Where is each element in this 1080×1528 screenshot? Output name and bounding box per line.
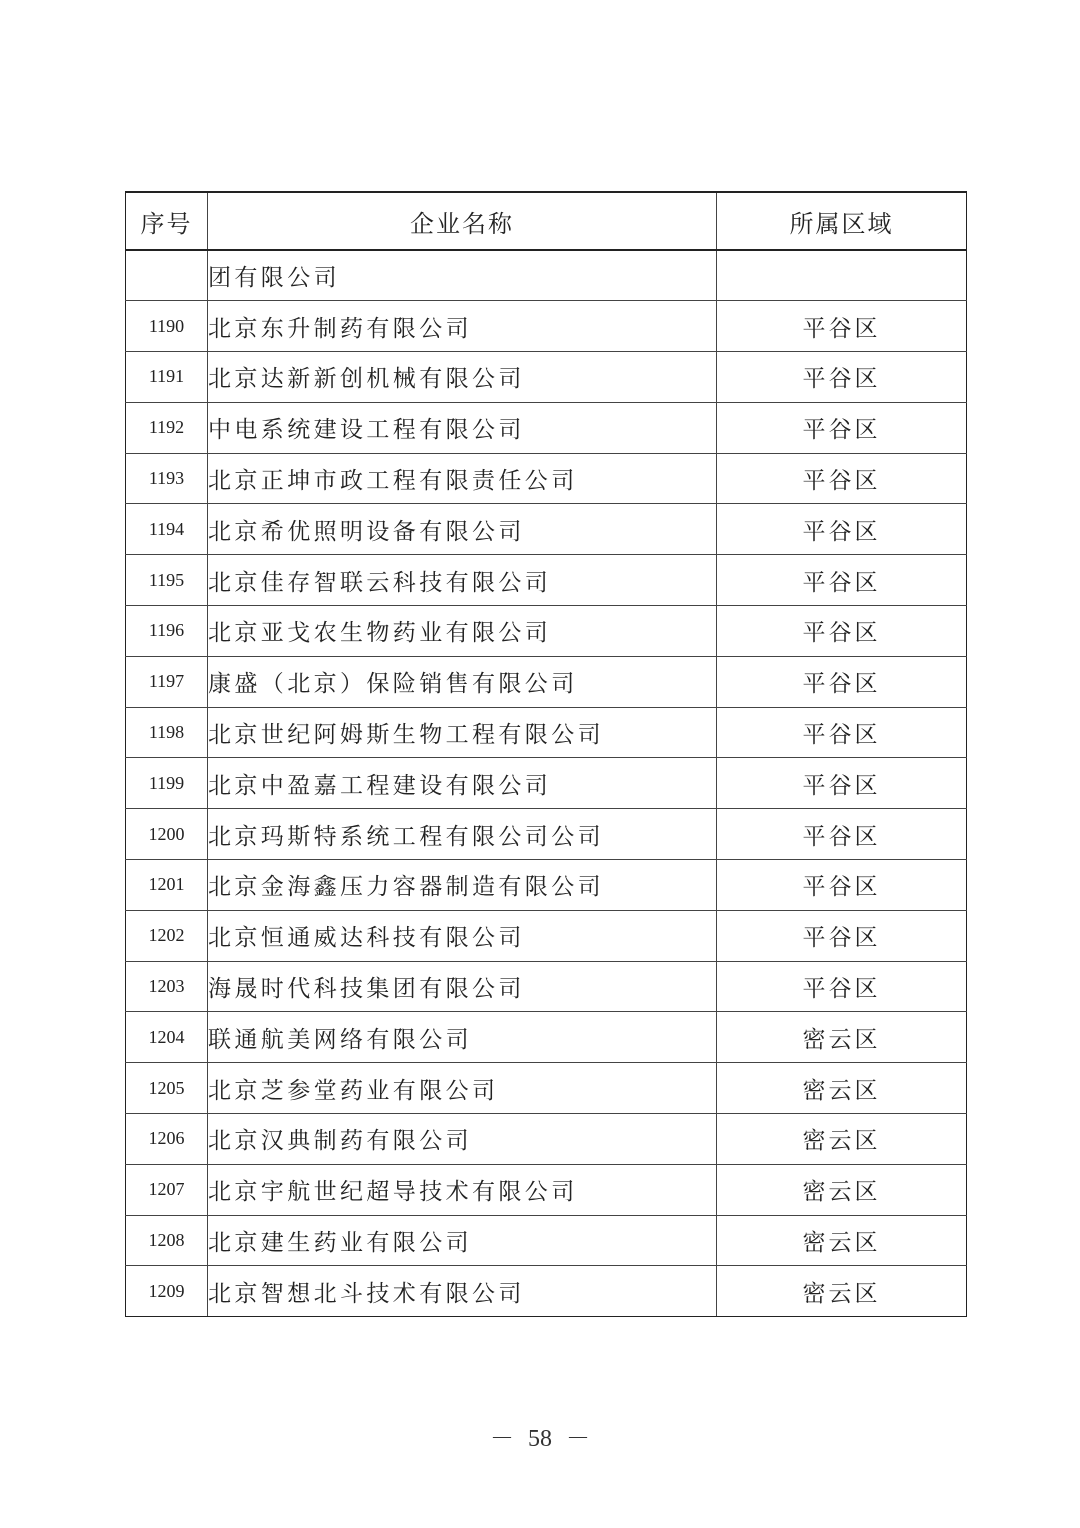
table-row	[126, 758, 967, 809]
row-district: 密云区	[717, 1266, 967, 1317]
page-number: － 58 －	[490, 1426, 590, 1452]
row-index: 1192	[126, 402, 208, 453]
row-company-name: 北京芝参堂药业有限公司	[208, 1063, 717, 1114]
row-company-name: 北京佳存智联云科技有限公司	[208, 555, 717, 606]
row-company-name: 北京正坤市政工程有限责任公司	[208, 453, 717, 504]
row-company-name: 北京亚戈农生物药业有限公司	[208, 606, 717, 657]
row-company-name: 北京汉典制药有限公司	[208, 1114, 717, 1165]
row-company-name: 北京宇航世纪超导技术有限公司	[208, 1164, 717, 1215]
row-company-name: 北京恒通威达科技有限公司	[208, 910, 717, 961]
row-index: 1200	[126, 809, 208, 860]
row-company-name: 北京世纪阿姆斯生物工程有限公司	[208, 707, 717, 758]
table-row	[126, 555, 967, 606]
row-index: 1203	[126, 961, 208, 1012]
row-district: 平谷区	[717, 555, 967, 606]
row-index: 1208	[126, 1215, 208, 1266]
row-district: 平谷区	[717, 961, 967, 1012]
row-index: 1205	[126, 1063, 208, 1114]
table-row	[126, 402, 967, 453]
row-district: 平谷区	[717, 606, 967, 657]
row-company-name: 北京建生药业有限公司	[208, 1215, 717, 1266]
table-row	[126, 1114, 967, 1165]
row-company-name: 中电系统建设工程有限公司	[208, 402, 717, 453]
row-index: 1202	[126, 910, 208, 961]
table-row	[126, 250, 967, 301]
row-district: 平谷区	[717, 707, 967, 758]
table-row	[126, 504, 967, 555]
row-index: 1194	[126, 504, 208, 555]
table-row	[126, 961, 967, 1012]
row-district: 平谷区	[717, 758, 967, 809]
row-company-name: 团有限公司	[208, 250, 717, 301]
table-row	[126, 301, 967, 352]
row-district: 平谷区	[717, 656, 967, 707]
row-district: 平谷区	[717, 453, 967, 504]
row-index: 1195	[126, 555, 208, 606]
table-row	[126, 453, 967, 504]
row-district	[717, 250, 967, 301]
row-company-name: 北京智想北斗技术有限公司	[208, 1266, 717, 1317]
row-district: 平谷区	[717, 301, 967, 352]
row-company-name: 北京达新新创机械有限公司	[208, 352, 717, 403]
row-index	[126, 250, 208, 301]
row-index: 1207	[126, 1164, 208, 1215]
row-index: 1190	[126, 301, 208, 352]
header-company-name: 企业名称	[208, 192, 717, 250]
row-district: 密云区	[717, 1215, 967, 1266]
row-index: 1196	[126, 606, 208, 657]
row-company-name: 北京玛斯特系统工程有限公司公司	[208, 809, 717, 860]
row-district: 平谷区	[717, 402, 967, 453]
row-company-name: 北京中盈嘉工程建设有限公司	[208, 758, 717, 809]
company-table	[125, 191, 967, 1317]
table-row	[126, 352, 967, 403]
table-row	[126, 1215, 967, 1266]
header-index: 序号	[126, 192, 208, 250]
table-row	[126, 707, 967, 758]
row-index: 1209	[126, 1266, 208, 1317]
table-row	[126, 1012, 967, 1063]
row-district: 平谷区	[717, 809, 967, 860]
row-district: 密云区	[717, 1012, 967, 1063]
row-index: 1191	[126, 352, 208, 403]
row-company-name: 北京希优照明设备有限公司	[208, 504, 717, 555]
table-row	[126, 606, 967, 657]
row-district: 平谷区	[717, 352, 967, 403]
row-index: 1198	[126, 707, 208, 758]
row-index: 1197	[126, 656, 208, 707]
row-company-name: 联通航美网络有限公司	[208, 1012, 717, 1063]
table-row	[126, 1266, 967, 1317]
table-row	[126, 1164, 967, 1215]
row-company-name: 北京东升制药有限公司	[208, 301, 717, 352]
table-row	[126, 1063, 967, 1114]
row-index: 1199	[126, 758, 208, 809]
row-district: 密云区	[717, 1114, 967, 1165]
row-index: 1193	[126, 453, 208, 504]
table-row	[126, 860, 967, 911]
row-district: 密云区	[717, 1164, 967, 1215]
row-company-name: 北京金海鑫压力容器制造有限公司	[208, 860, 717, 911]
row-district: 平谷区	[717, 910, 967, 961]
row-index: 1206	[126, 1114, 208, 1165]
row-company-name: 康盛（北京）保险销售有限公司	[208, 656, 717, 707]
row-district: 平谷区	[717, 860, 967, 911]
row-district: 密云区	[717, 1063, 967, 1114]
table-row	[126, 656, 967, 707]
row-index: 1204	[126, 1012, 208, 1063]
table-row	[126, 809, 967, 860]
row-index: 1201	[126, 860, 208, 911]
table-header-row	[126, 192, 967, 250]
table-body	[126, 250, 967, 1317]
row-company-name: 海晟时代科技集团有限公司	[208, 961, 717, 1012]
table-row	[126, 910, 967, 961]
header-district: 所属区域	[717, 192, 967, 250]
row-district: 平谷区	[717, 504, 967, 555]
